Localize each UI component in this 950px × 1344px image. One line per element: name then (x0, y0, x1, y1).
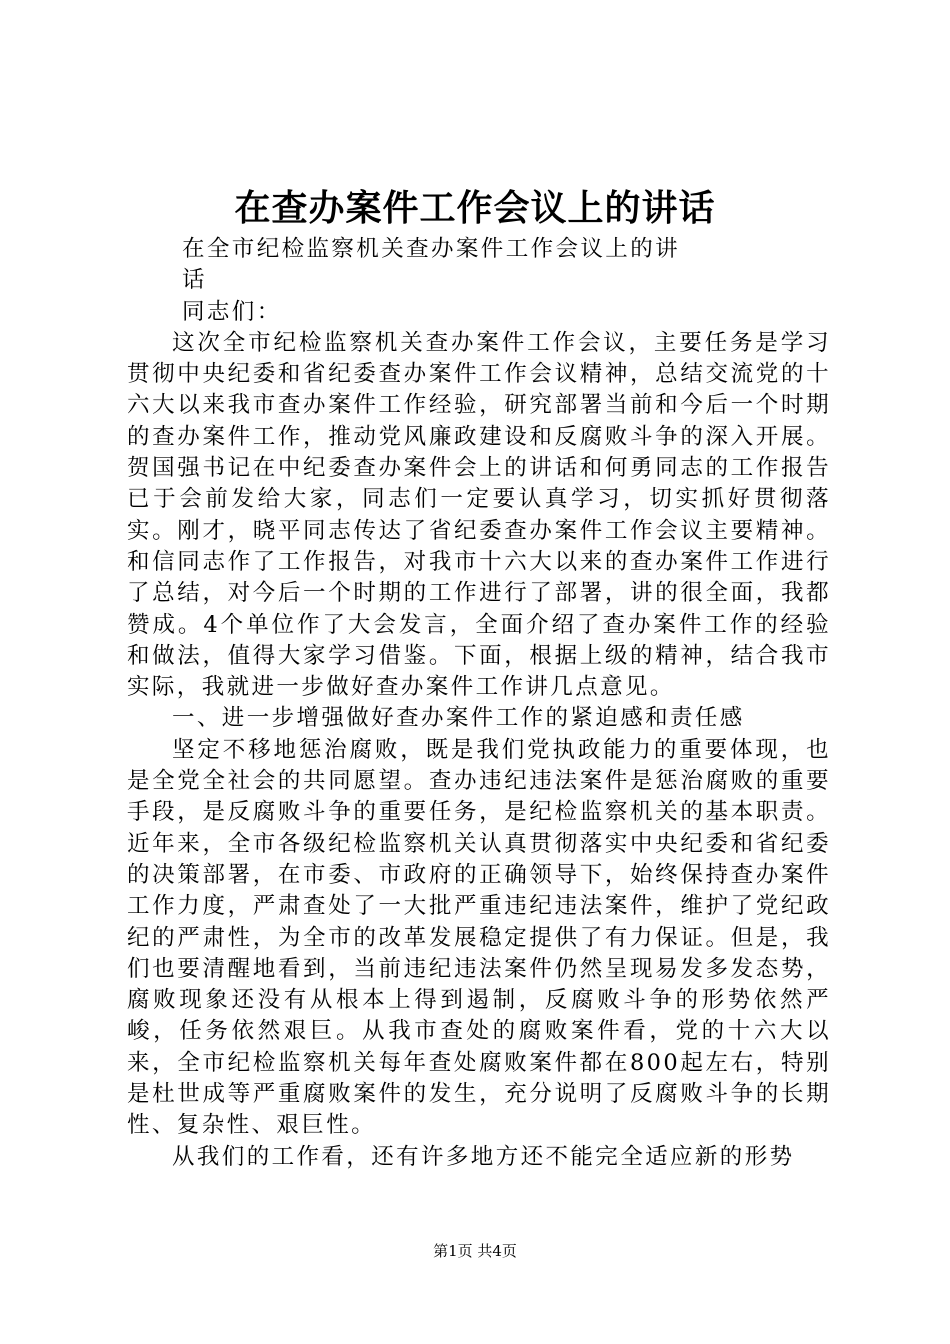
page-footer: 第1页 共4页 (433, 1242, 517, 1260)
document-subtitle: 在全市纪检监察机关查办案件工作会议上的讲话 (182, 236, 681, 294)
paragraph-intro: 这次全市纪检监察机关查办案件工作会议，主要任务是学习贯彻中央纪委和省纪委查办案件工作会议精神，总结交流党的十六大以来我市查办案件工作经验，研究部署当前和今后一个时期的查办案件工作，推动党风廉政建设和反腐败斗争的深入开展。贺国强书记在中纪委查办案件会上的讲话和何勇同志的工作报告已于会前发给大家，同志们一定要认真学习，切实抓好贯彻落实。刚才，晓平同志传达了省纪委查办案件工作会议主要精神。和信同志作了工作报告，对我市十六大以来的查办案件工作进行了总结，对今后一个时期的工作进行了部署，讲的很全面，我都赞成。4个单位作了大会发言，全面介绍了查办案件工作的经验和做法，值得大家学习借鉴。下面，根据上级的精神，结合我市实际，我就进一步做好查办案件工作讲几点意见。 (127, 329, 831, 701)
paragraph-continued: 从我们的工作看，还有许多地方还不能完全适应新的形势 (172, 1143, 795, 1170)
section-heading-1: 一、进一步增强做好查办案件工作的紧迫感和责任感 (172, 705, 745, 732)
paragraph-section-1: 坚定不移地惩治腐败，既是我们党执政能力的重要体现，也是全党全社会的共同愿望。查办违纪违法案件是惩治腐败的重要手段，是反腐败斗争的重要任务，是纪检监察机关的基本职责。近年来，全市各级纪检监察机关认真贯彻落实中央纪委和省纪委的决策部署，在市委、市政府的正确领导下，始终保持查办案件工作力度，严肃查处了一大批严重违纪违法案件，维护了党纪政纪的严肃性，为全市的改革发展稳定提供了有力保证。但是，我们也要清醒地看到，当前违纪违法案件仍然呈现易发多发态势，腐败现象还没有从根本上得到遏制，反腐败斗争的形势依然严峻，任务依然艰巨。从我市查处的腐败案件看，党的十六大以来，全市纪检监察机关每年查处腐败案件都在800起左右，特别是杜世成等严重腐败案件的发生，充分说明了反腐败斗争的长期性、复杂性、艰巨性。 (127, 736, 831, 1139)
greeting-line: 同志们： (182, 298, 282, 325)
document-title: 在查办案件工作会议上的讲话 (234, 187, 716, 229)
document-body (127, 234, 831, 1173)
